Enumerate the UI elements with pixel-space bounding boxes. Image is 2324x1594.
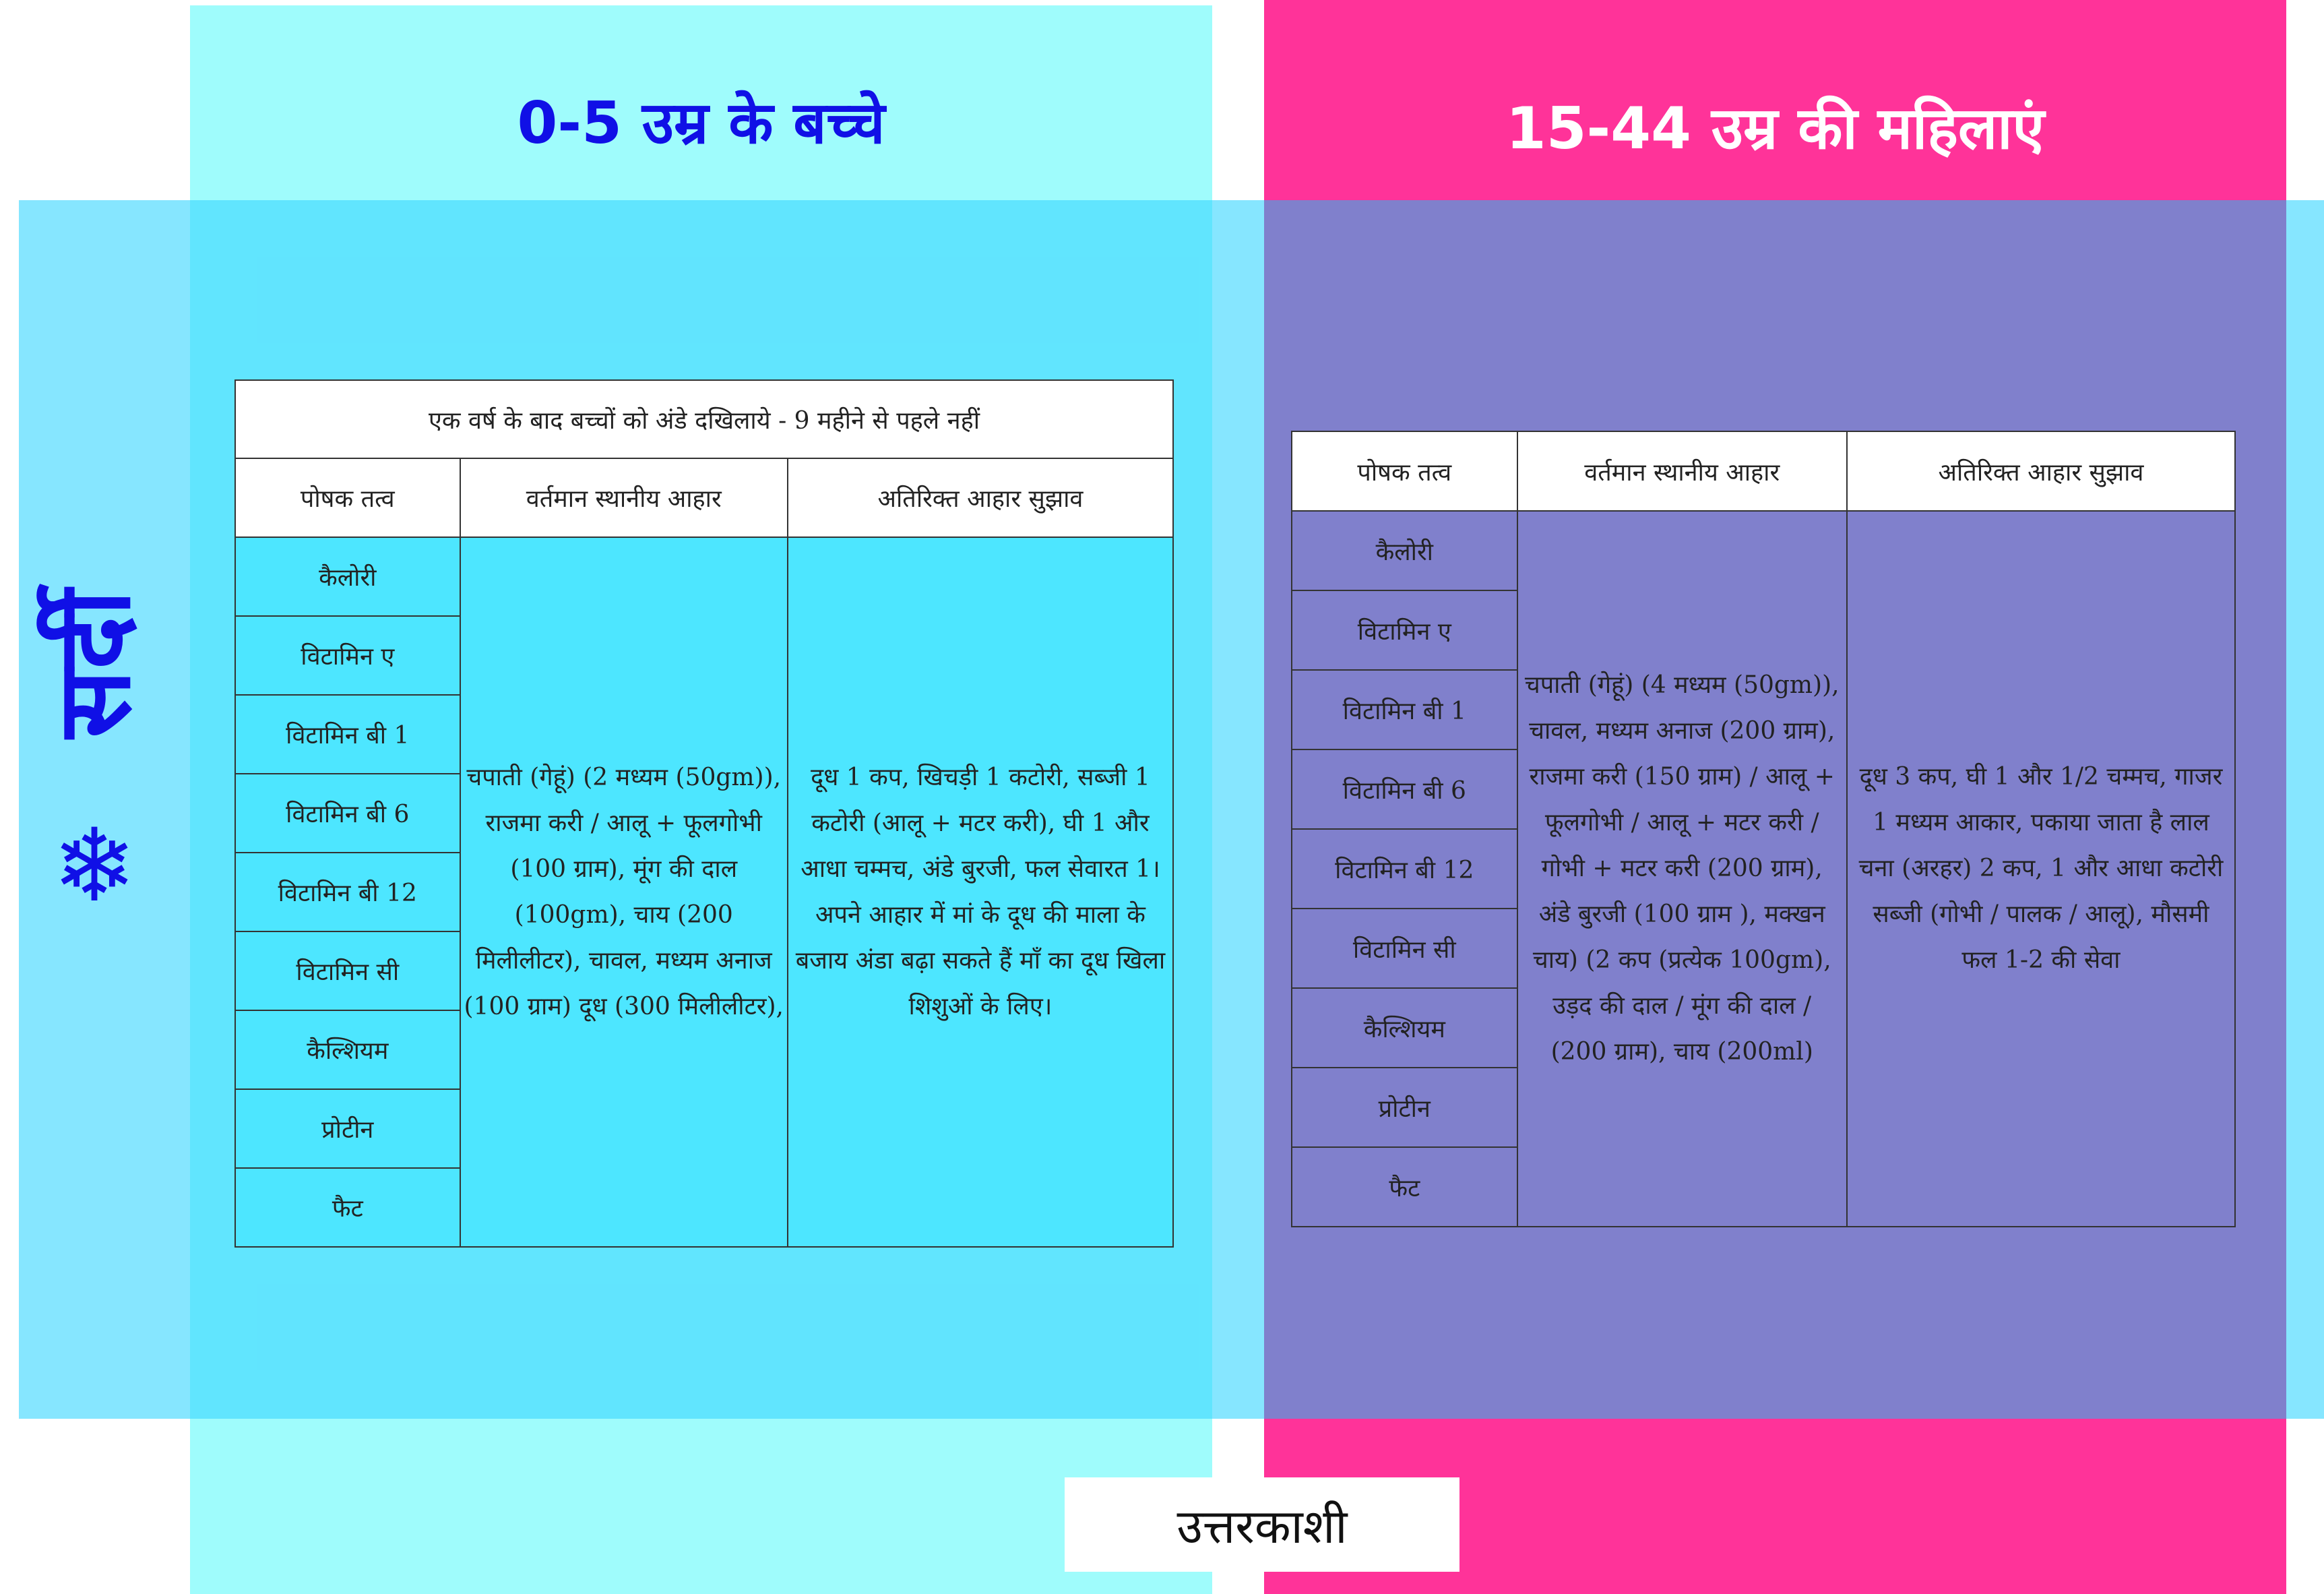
nutrient-cell: प्रोटीन — [1292, 1068, 1517, 1147]
place-label: उत्तरकाशी — [1065, 1477, 1459, 1572]
header-suggested-diet: अतिरिक्त आहार सुझाव — [788, 458, 1173, 537]
nutrient-cell: विटामिन सी — [235, 931, 460, 1010]
nutrient-cell: प्रोटीन — [235, 1089, 460, 1168]
nutrient-cell: विटामिन बी 12 — [1292, 829, 1517, 909]
nutrient-cell: विटामिन बी 6 — [235, 774, 460, 853]
nutrient-cell: फैट — [1292, 1147, 1517, 1227]
nutrient-cell: विटामिन ए — [235, 616, 460, 695]
header-current-diet: वर्तमान स्थानीय आहार — [460, 458, 788, 537]
nutrient-cell: विटामिन बी 1 — [235, 695, 460, 774]
current-diet-cell: चपाती (गेहूं) (4 मध्यम (50gm)), चावल, मध्यम अनाज (200 ग्राम), राजमा करी (150 ग्राम) / आलू + फूलगोभी / आलू + मटर करी / गोभी + मटर करी (200 ग्राम), अंडे बुरजी (100 ग्राम ), मक्खन चाय) (2 कप (प्रत्येक 100gm), उड़द की दाल / मूंग की दाल / (200 ग्राम), चाय (200ml) — [1517, 511, 1847, 1227]
season-label — [27, 590, 162, 925]
nutrient-cell: कैलोरी — [235, 537, 460, 616]
women-title: 15-44 उम्र की महिलाएं — [1505, 95, 2045, 162]
current-diet-cell: चपाती (गेहूं) (2 मध्यम (50gm)), राजमा करी / आलू + फूलगोभी (100 ग्राम), मूंग की दाल (100gm), चाय (200 मिलीलीटर), चावल, मध्यम अनाज (100 ग्राम) दूध (300 मिलीलीटर), — [460, 537, 788, 1247]
nutrient-cell: विटामिन बी 1 — [1292, 670, 1517, 749]
suggested-diet-cell: दूध 3 कप, घी 1 और 1/2 चम्मच, गाजर 1 मध्यम आकार, पकाया जाता है लाल चना (अरहर) 2 कप, 1 और आधा कटोरी सब्जी (गोभी / पालक / आलू), मौसमी फल 1-2 की सेवा — [1847, 511, 2235, 1227]
header-suggested-diet: अतिरिक्त आहार सुझाव — [1847, 431, 2235, 511]
season-word: सर्दी — [36, 590, 153, 738]
nutrient-cell: विटामिन ए — [1292, 590, 1517, 670]
header-nutrient: पोषक तत्व — [1292, 431, 1517, 511]
nutrient-cell: विटामिन बी 6 — [1292, 749, 1517, 829]
nutrient-cell: फैट — [235, 1168, 460, 1247]
header-current-diet: वर्तमान स्थानीय आहार — [1517, 431, 1847, 511]
egg-note: एक वर्ष के बाद बच्चों को अंडे दखिलाये - 9 महीने से पहले नहीं — [235, 380, 1173, 458]
snowflake-icon: ❄ — [52, 807, 137, 925]
women-nutrition-table — [1291, 431, 2236, 1227]
nutrient-cell: कैल्शियम — [1292, 988, 1517, 1068]
header-nutrient: पोषक तत्व — [235, 458, 460, 537]
suggested-diet-cell: दूध 1 कप, खिचड़ी 1 कटोरी, सब्जी 1 कटोरी (आलू + मटर करी), घी 1 और आधा चम्मच, अंडे बुरजी, फल सेवारत 1। अपने आहार में मां के दूध की माला के बजाय अंडा बढ़ा सकते हैं माँ का दूध खिला शिशुओं के लिए। — [788, 537, 1173, 1247]
children-title: 0-5 उम्र के बच्चे — [517, 90, 885, 157]
children-nutrition-table — [234, 379, 1174, 1248]
nutrient-cell: विटामिन बी 12 — [235, 853, 460, 931]
nutrient-cell: कैल्शियम — [235, 1010, 460, 1089]
nutrient-cell: कैलोरी — [1292, 511, 1517, 590]
nutrient-cell: विटामिन सी — [1292, 909, 1517, 988]
